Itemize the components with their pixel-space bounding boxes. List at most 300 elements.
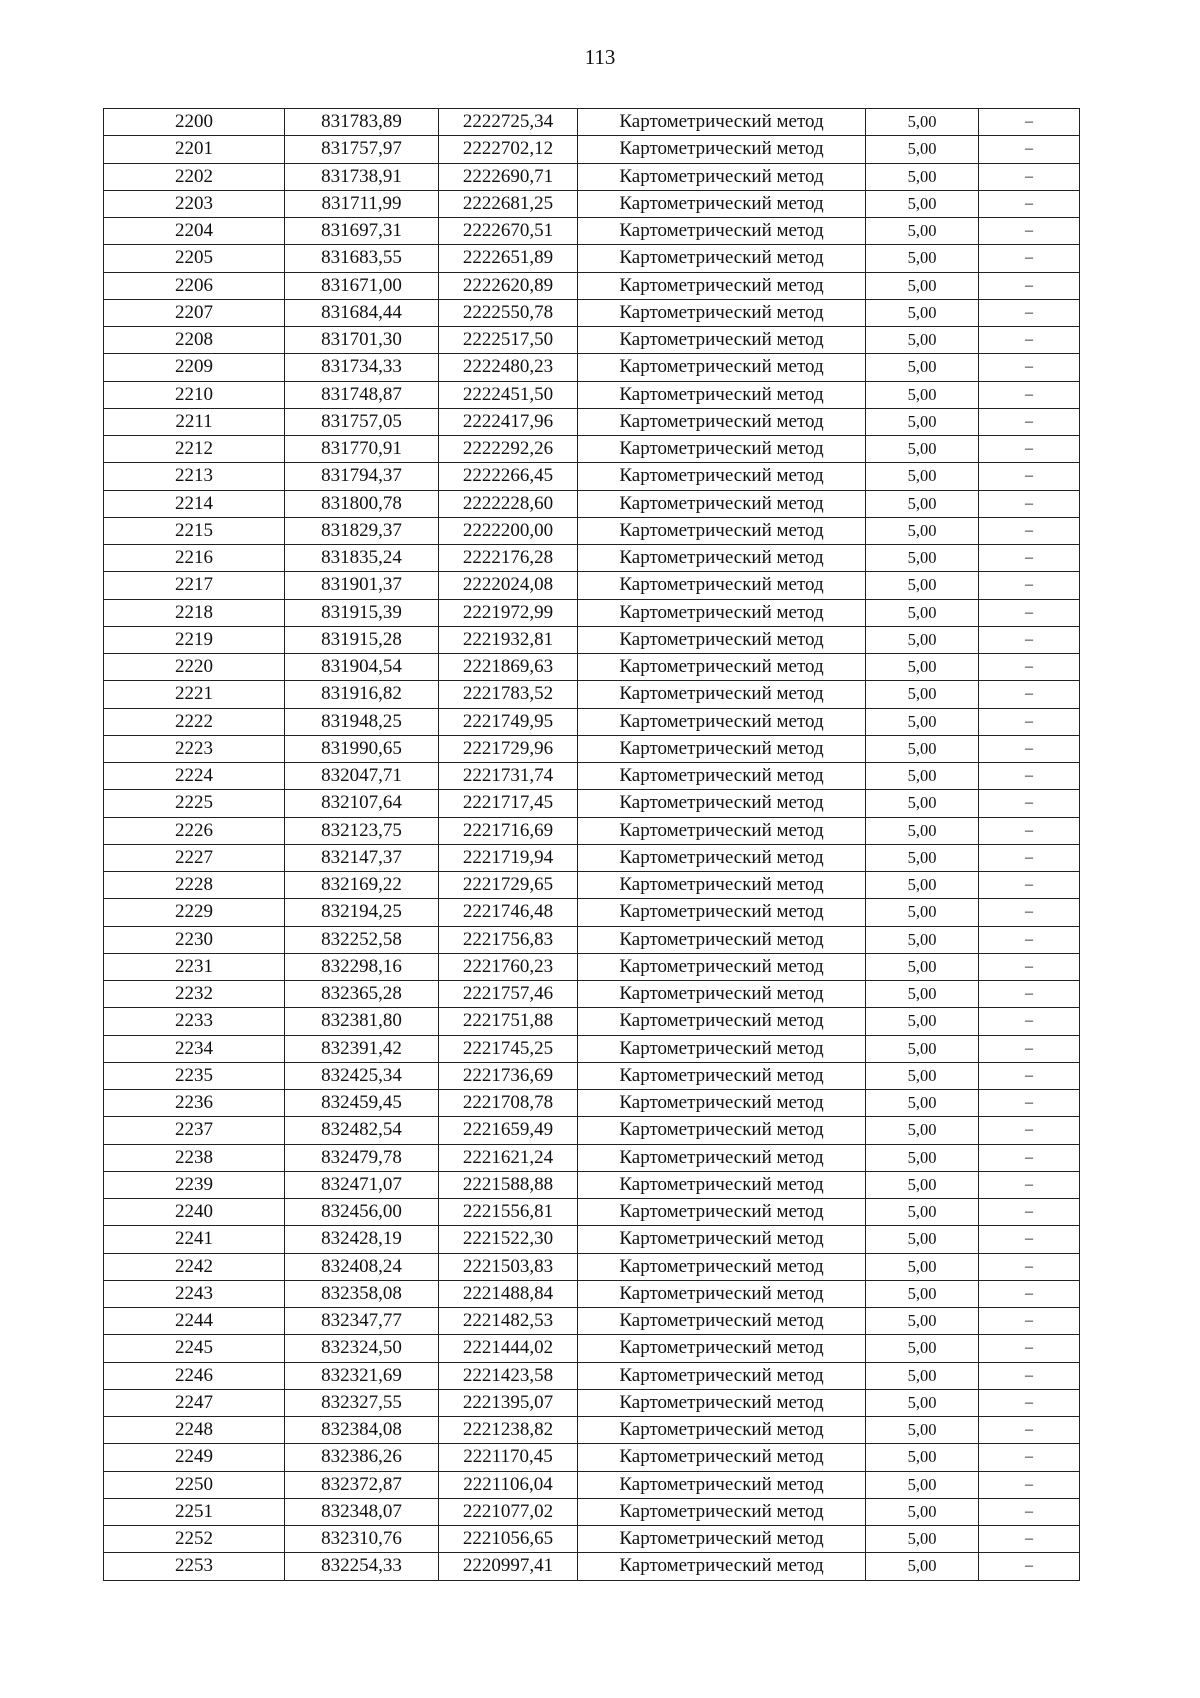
method-cell: Картометрический метод (578, 218, 866, 245)
method-cell: Картометрический метод (578, 354, 866, 381)
method-cell: Картометрический метод (578, 1444, 866, 1471)
method-cell: Картометрический метод (578, 1362, 866, 1389)
accuracy-cell: 5,00 (866, 1117, 979, 1144)
table-row (104, 381, 1080, 408)
note-cell: – (979, 899, 1080, 926)
x-coordinate-cell: 831757,05 (285, 408, 439, 435)
point-number-cell: 2250 (104, 1471, 285, 1498)
accuracy-cell: 5,00 (866, 981, 979, 1008)
y-coordinate-cell: 2221757,46 (439, 981, 578, 1008)
table-row (104, 926, 1080, 953)
method-cell: Картометрический метод (578, 490, 866, 517)
table-row (104, 1417, 1080, 1444)
table-row (104, 844, 1080, 871)
accuracy-cell: 5,00 (866, 763, 979, 790)
x-coordinate-cell: 831684,44 (285, 299, 439, 326)
note-cell: – (979, 1444, 1080, 1471)
x-coordinate-cell: 831711,99 (285, 190, 439, 217)
accuracy-cell: 5,00 (866, 953, 979, 980)
accuracy-cell: 5,00 (866, 926, 979, 953)
method-cell: Картометрический метод (578, 926, 866, 953)
note-cell: – (979, 1362, 1080, 1389)
table-row (104, 981, 1080, 1008)
point-number-cell: 2231 (104, 953, 285, 980)
y-coordinate-cell: 2221932,81 (439, 626, 578, 653)
accuracy-cell: 5,00 (866, 708, 979, 735)
point-number-cell: 2224 (104, 763, 285, 790)
method-cell: Картометрический метод (578, 1199, 866, 1226)
x-coordinate-cell: 831948,25 (285, 708, 439, 735)
point-number-cell: 2230 (104, 926, 285, 953)
point-number-cell: 2234 (104, 1035, 285, 1062)
point-number-cell: 2210 (104, 381, 285, 408)
note-cell: – (979, 790, 1080, 817)
method-cell: Картометрический метод (578, 545, 866, 572)
table-row (104, 1008, 1080, 1035)
point-number-cell: 2201 (104, 136, 285, 163)
y-coordinate-cell: 2221972,99 (439, 599, 578, 626)
accuracy-cell: 5,00 (866, 681, 979, 708)
point-number-cell: 2223 (104, 735, 285, 762)
method-cell: Картометрический метод (578, 1389, 866, 1416)
note-cell: – (979, 626, 1080, 653)
x-coordinate-cell: 831701,30 (285, 327, 439, 354)
method-cell: Картометрический метод (578, 463, 866, 490)
x-coordinate-cell: 832372,87 (285, 1471, 439, 1498)
x-coordinate-cell: 831916,82 (285, 681, 439, 708)
y-coordinate-cell: 2222024,08 (439, 572, 578, 599)
point-number-cell: 2249 (104, 1444, 285, 1471)
point-number-cell: 2202 (104, 163, 285, 190)
y-coordinate-cell: 2221106,04 (439, 1471, 578, 1498)
note-cell: – (979, 1253, 1080, 1280)
note-cell: – (979, 735, 1080, 762)
method-cell: Картометрический метод (578, 1308, 866, 1335)
accuracy-cell: 5,00 (866, 1062, 979, 1089)
point-number-cell: 2212 (104, 436, 285, 463)
y-coordinate-cell: 2221760,23 (439, 953, 578, 980)
x-coordinate-cell: 832321,69 (285, 1362, 439, 1389)
note-cell: – (979, 572, 1080, 599)
table-row (104, 1308, 1080, 1335)
y-coordinate-cell: 2221869,63 (439, 654, 578, 681)
x-coordinate-cell: 832169,22 (285, 872, 439, 899)
accuracy-cell: 5,00 (866, 626, 979, 653)
note-cell: – (979, 327, 1080, 354)
y-coordinate-cell: 2221482,53 (439, 1308, 578, 1335)
accuracy-cell: 5,00 (866, 1280, 979, 1307)
table-row (104, 953, 1080, 980)
note-cell: – (979, 163, 1080, 190)
x-coordinate-cell: 831794,37 (285, 463, 439, 490)
point-number-cell: 2215 (104, 517, 285, 544)
y-coordinate-cell: 2221708,78 (439, 1090, 578, 1117)
x-coordinate-cell: 832047,71 (285, 763, 439, 790)
point-number-cell: 2248 (104, 1417, 285, 1444)
table-row (104, 572, 1080, 599)
y-coordinate-cell: 2222690,71 (439, 163, 578, 190)
x-coordinate-cell: 831904,54 (285, 654, 439, 681)
point-number-cell: 2228 (104, 872, 285, 899)
point-number-cell: 2251 (104, 1498, 285, 1525)
note-cell: – (979, 708, 1080, 735)
method-cell: Картометрический метод (578, 436, 866, 463)
accuracy-cell: 5,00 (866, 1199, 979, 1226)
x-coordinate-cell: 832147,37 (285, 844, 439, 871)
x-coordinate-cell: 831734,33 (285, 354, 439, 381)
y-coordinate-cell: 2221729,96 (439, 735, 578, 762)
x-coordinate-cell: 831901,37 (285, 572, 439, 599)
y-coordinate-cell: 2222480,23 (439, 354, 578, 381)
x-coordinate-cell: 832381,80 (285, 1008, 439, 1035)
x-coordinate-cell: 831738,91 (285, 163, 439, 190)
point-number-cell: 2243 (104, 1280, 285, 1307)
accuracy-cell: 5,00 (866, 1226, 979, 1253)
x-coordinate-cell: 832252,58 (285, 926, 439, 953)
method-cell: Картометрический метод (578, 790, 866, 817)
method-cell: Картометрический метод (578, 381, 866, 408)
method-cell: Картометрический метод (578, 1498, 866, 1525)
y-coordinate-cell: 2221746,48 (439, 899, 578, 926)
method-cell: Картометрический метод (578, 1335, 866, 1362)
note-cell: – (979, 844, 1080, 871)
table-row (104, 299, 1080, 326)
accuracy-cell: 5,00 (866, 1335, 979, 1362)
accuracy-cell: 5,00 (866, 1171, 979, 1198)
note-cell: – (979, 1526, 1080, 1553)
y-coordinate-cell: 2222517,50 (439, 327, 578, 354)
x-coordinate-cell: 831835,24 (285, 545, 439, 572)
y-coordinate-cell: 2221395,07 (439, 1389, 578, 1416)
table-row (104, 1498, 1080, 1525)
x-coordinate-cell: 832107,64 (285, 790, 439, 817)
x-coordinate-cell: 832456,00 (285, 1199, 439, 1226)
method-cell: Картометрический метод (578, 245, 866, 272)
accuracy-cell: 5,00 (866, 817, 979, 844)
point-number-cell: 2207 (104, 299, 285, 326)
note-cell: – (979, 1417, 1080, 1444)
point-number-cell: 2206 (104, 272, 285, 299)
method-cell: Картометрический метод (578, 1062, 866, 1089)
accuracy-cell: 5,00 (866, 1389, 979, 1416)
method-cell: Картометрический метод (578, 735, 866, 762)
method-cell: Картометрический метод (578, 408, 866, 435)
accuracy-cell: 5,00 (866, 1253, 979, 1280)
note-cell: – (979, 1498, 1080, 1525)
note-cell: – (979, 981, 1080, 1008)
point-number-cell: 2225 (104, 790, 285, 817)
method-cell: Картометрический метод (578, 1226, 866, 1253)
method-cell: Картометрический метод (578, 872, 866, 899)
x-coordinate-cell: 832482,54 (285, 1117, 439, 1144)
note-cell: – (979, 109, 1080, 136)
note-cell: – (979, 1035, 1080, 1062)
note-cell: – (979, 272, 1080, 299)
y-coordinate-cell: 2221783,52 (439, 681, 578, 708)
note-cell: – (979, 190, 1080, 217)
point-number-cell: 2242 (104, 1253, 285, 1280)
table-row (104, 109, 1080, 136)
point-number-cell: 2244 (104, 1308, 285, 1335)
method-cell: Картометрический метод (578, 708, 866, 735)
y-coordinate-cell: 2222451,50 (439, 381, 578, 408)
note-cell: – (979, 354, 1080, 381)
table-row (104, 1035, 1080, 1062)
y-coordinate-cell: 2222725,34 (439, 109, 578, 136)
point-number-cell: 2247 (104, 1389, 285, 1416)
point-number-cell: 2200 (104, 109, 285, 136)
y-coordinate-cell: 2221716,69 (439, 817, 578, 844)
method-cell: Картометрический метод (578, 1090, 866, 1117)
x-coordinate-cell: 832347,77 (285, 1308, 439, 1335)
table-row (104, 545, 1080, 572)
accuracy-cell: 5,00 (866, 381, 979, 408)
table-row (104, 490, 1080, 517)
point-number-cell: 2203 (104, 190, 285, 217)
note-cell: – (979, 218, 1080, 245)
point-number-cell: 2227 (104, 844, 285, 871)
accuracy-cell: 5,00 (866, 1035, 979, 1062)
x-coordinate-cell: 832310,76 (285, 1526, 439, 1553)
x-coordinate-cell: 831915,39 (285, 599, 439, 626)
y-coordinate-cell: 2222670,51 (439, 218, 578, 245)
table-row (104, 136, 1080, 163)
x-coordinate-cell: 832479,78 (285, 1144, 439, 1171)
method-cell: Картометрический метод (578, 981, 866, 1008)
note-cell: – (979, 1144, 1080, 1171)
note-cell: – (979, 926, 1080, 953)
y-coordinate-cell: 2221423,58 (439, 1362, 578, 1389)
method-cell: Картометрический метод (578, 626, 866, 653)
method-cell: Картометрический метод (578, 1008, 866, 1035)
y-coordinate-cell: 2221745,25 (439, 1035, 578, 1062)
table-row (104, 517, 1080, 544)
note-cell: – (979, 1471, 1080, 1498)
y-coordinate-cell: 2221659,49 (439, 1117, 578, 1144)
method-cell: Картометрический метод (578, 654, 866, 681)
method-cell: Картометрический метод (578, 327, 866, 354)
method-cell: Картометрический метод (578, 1526, 866, 1553)
method-cell: Картометрический метод (578, 299, 866, 326)
accuracy-cell: 5,00 (866, 190, 979, 217)
accuracy-cell: 5,00 (866, 1498, 979, 1525)
note-cell: – (979, 1171, 1080, 1198)
accuracy-cell: 5,00 (866, 1417, 979, 1444)
point-number-cell: 2213 (104, 463, 285, 490)
table-row (104, 681, 1080, 708)
table-row (104, 654, 1080, 681)
table-row (104, 790, 1080, 817)
y-coordinate-cell: 2221556,81 (439, 1199, 578, 1226)
note-cell: – (979, 1062, 1080, 1089)
accuracy-cell: 5,00 (866, 1008, 979, 1035)
accuracy-cell: 5,00 (866, 299, 979, 326)
accuracy-cell: 5,00 (866, 490, 979, 517)
accuracy-cell: 5,00 (866, 572, 979, 599)
table-row (104, 1062, 1080, 1089)
table-row (104, 817, 1080, 844)
table-row (104, 1335, 1080, 1362)
note-cell: – (979, 1389, 1080, 1416)
y-coordinate-cell: 2221077,02 (439, 1498, 578, 1525)
method-cell: Картометрический метод (578, 899, 866, 926)
x-coordinate-cell: 831671,00 (285, 272, 439, 299)
table-row (104, 1526, 1080, 1553)
y-coordinate-cell: 2222200,00 (439, 517, 578, 544)
y-coordinate-cell: 2221522,30 (439, 1226, 578, 1253)
point-number-cell: 2235 (104, 1062, 285, 1089)
y-coordinate-cell: 2222702,12 (439, 136, 578, 163)
accuracy-cell: 5,00 (866, 354, 979, 381)
point-number-cell: 2208 (104, 327, 285, 354)
method-cell: Картометрический метод (578, 1471, 866, 1498)
accuracy-cell: 5,00 (866, 1308, 979, 1335)
point-number-cell: 2214 (104, 490, 285, 517)
point-number-cell: 2252 (104, 1526, 285, 1553)
point-number-cell: 2218 (104, 599, 285, 626)
table-row (104, 1199, 1080, 1226)
accuracy-cell: 5,00 (866, 109, 979, 136)
y-coordinate-cell: 2221717,45 (439, 790, 578, 817)
x-coordinate-cell: 832459,45 (285, 1090, 439, 1117)
coordinates-table-body (104, 109, 1080, 1581)
accuracy-cell: 5,00 (866, 327, 979, 354)
page-number: 113 (584, 45, 616, 69)
accuracy-cell: 5,00 (866, 272, 979, 299)
point-number-cell: 2246 (104, 1362, 285, 1389)
method-cell: Картометрический метод (578, 844, 866, 871)
point-number-cell: 2222 (104, 708, 285, 735)
point-number-cell: 2253 (104, 1553, 285, 1580)
table-row (104, 436, 1080, 463)
method-cell: Картометрический метод (578, 163, 866, 190)
table-row (104, 708, 1080, 735)
note-cell: – (979, 654, 1080, 681)
table-row (104, 1226, 1080, 1253)
table-row (104, 763, 1080, 790)
note-cell: – (979, 681, 1080, 708)
accuracy-cell: 5,00 (866, 517, 979, 544)
table-row (104, 1553, 1080, 1580)
accuracy-cell: 5,00 (866, 1471, 979, 1498)
point-number-cell: 2236 (104, 1090, 285, 1117)
point-number-cell: 2237 (104, 1117, 285, 1144)
table-row (104, 899, 1080, 926)
note-cell: – (979, 245, 1080, 272)
note-cell: – (979, 136, 1080, 163)
accuracy-cell: 5,00 (866, 899, 979, 926)
table-row (104, 190, 1080, 217)
method-cell: Картометрический метод (578, 817, 866, 844)
table-row (104, 626, 1080, 653)
x-coordinate-cell: 831770,91 (285, 436, 439, 463)
note-cell: – (979, 763, 1080, 790)
x-coordinate-cell: 831829,37 (285, 517, 439, 544)
accuracy-cell: 5,00 (866, 436, 979, 463)
method-cell: Картометрический метод (578, 681, 866, 708)
point-number-cell: 2209 (104, 354, 285, 381)
point-number-cell: 2205 (104, 245, 285, 272)
method-cell: Картометрический метод (578, 572, 866, 599)
y-coordinate-cell: 2221751,88 (439, 1008, 578, 1035)
y-coordinate-cell: 2222292,26 (439, 436, 578, 463)
note-cell: – (979, 1553, 1080, 1580)
note-cell: – (979, 1117, 1080, 1144)
accuracy-cell: 5,00 (866, 1362, 979, 1389)
point-number-cell: 2233 (104, 1008, 285, 1035)
note-cell: – (979, 545, 1080, 572)
x-coordinate-cell: 831783,89 (285, 109, 439, 136)
note-cell: – (979, 436, 1080, 463)
method-cell: Картометрический метод (578, 1144, 866, 1171)
point-number-cell: 2245 (104, 1335, 285, 1362)
point-number-cell: 2217 (104, 572, 285, 599)
table-row (104, 408, 1080, 435)
y-coordinate-cell: 2222417,96 (439, 408, 578, 435)
table-row (104, 599, 1080, 626)
y-coordinate-cell: 2222620,89 (439, 272, 578, 299)
y-coordinate-cell: 2222681,25 (439, 190, 578, 217)
note-cell: – (979, 1008, 1080, 1035)
table-row (104, 272, 1080, 299)
x-coordinate-cell: 832348,07 (285, 1498, 439, 1525)
method-cell: Картометрический метод (578, 1035, 866, 1062)
x-coordinate-cell: 831748,87 (285, 381, 439, 408)
table-row (104, 1117, 1080, 1144)
accuracy-cell: 5,00 (866, 545, 979, 572)
y-coordinate-cell: 2221736,69 (439, 1062, 578, 1089)
method-cell: Картометрический метод (578, 272, 866, 299)
y-coordinate-cell: 2221756,83 (439, 926, 578, 953)
point-number-cell: 2219 (104, 626, 285, 653)
method-cell: Картометрический метод (578, 1280, 866, 1307)
accuracy-cell: 5,00 (866, 599, 979, 626)
y-coordinate-cell: 2221749,95 (439, 708, 578, 735)
method-cell: Картометрический метод (578, 1117, 866, 1144)
table-row (104, 1280, 1080, 1307)
y-coordinate-cell: 2221056,65 (439, 1526, 578, 1553)
y-coordinate-cell: 2222651,89 (439, 245, 578, 272)
table-row (104, 463, 1080, 490)
note-cell: – (979, 1090, 1080, 1117)
method-cell: Картометрический метод (578, 1253, 866, 1280)
method-cell: Картометрический метод (578, 1171, 866, 1198)
point-number-cell: 2216 (104, 545, 285, 572)
accuracy-cell: 5,00 (866, 844, 979, 871)
table-row (104, 735, 1080, 762)
table-row (104, 1090, 1080, 1117)
note-cell: – (979, 517, 1080, 544)
x-coordinate-cell: 832408,24 (285, 1253, 439, 1280)
point-number-cell: 2241 (104, 1226, 285, 1253)
table-row (104, 245, 1080, 272)
x-coordinate-cell: 832365,28 (285, 981, 439, 1008)
y-coordinate-cell: 2221503,83 (439, 1253, 578, 1280)
y-coordinate-cell: 2221444,02 (439, 1335, 578, 1362)
note-cell: – (979, 1199, 1080, 1226)
note-cell: – (979, 872, 1080, 899)
note-cell: – (979, 463, 1080, 490)
accuracy-cell: 5,00 (866, 245, 979, 272)
table-row (104, 1362, 1080, 1389)
x-coordinate-cell: 831800,78 (285, 490, 439, 517)
y-coordinate-cell: 2220997,41 (439, 1553, 578, 1580)
table-row (104, 1389, 1080, 1416)
point-number-cell: 2220 (104, 654, 285, 681)
y-coordinate-cell: 2221588,88 (439, 1171, 578, 1198)
x-coordinate-cell: 832123,75 (285, 817, 439, 844)
note-cell: – (979, 1226, 1080, 1253)
